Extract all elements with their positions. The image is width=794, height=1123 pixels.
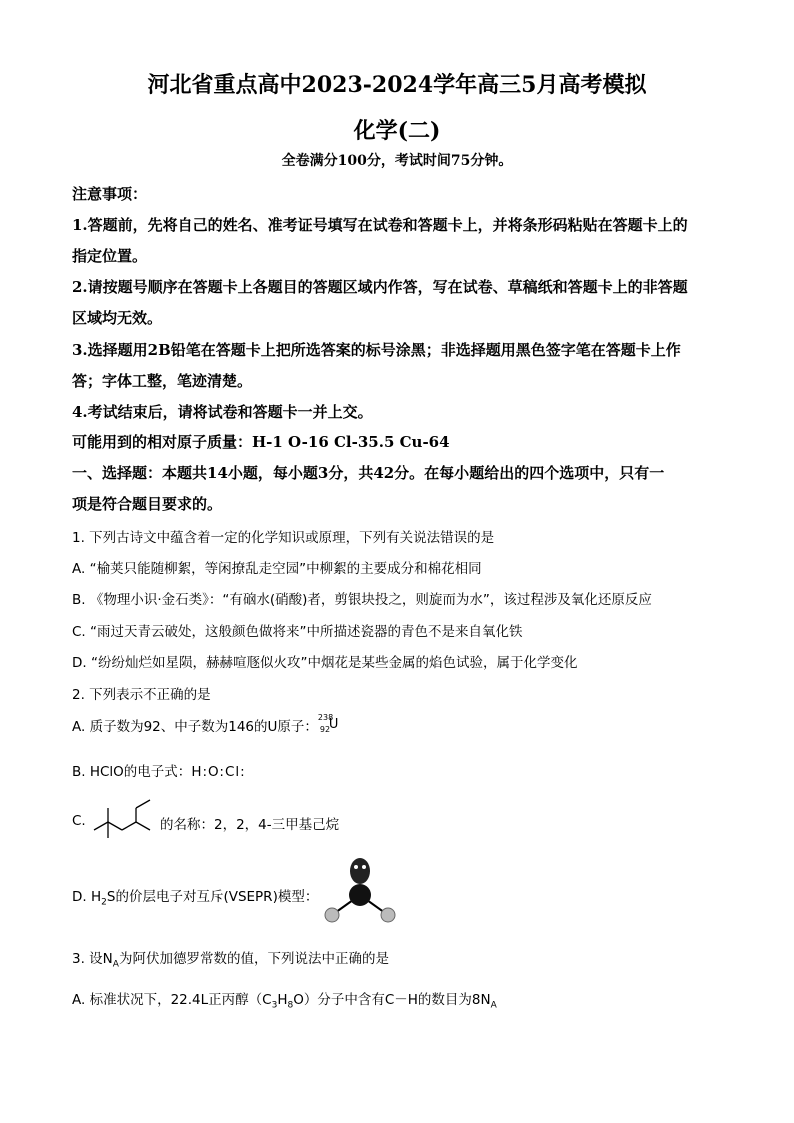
note-line: 指定位置。 [72, 247, 148, 265]
q3-stem-sub: A [112, 959, 119, 970]
note-line: 1.答题前，先将自己的姓名、准考证号填写在试卷和答题卡上，并将条形码粘贴在答题卡上的 [72, 216, 688, 234]
vsepr-model-diagram [320, 855, 400, 927]
q2-option-a [72, 715, 732, 737]
section-heading: 一、选择题：本题共14小题，每小题3分，共42分。在每小题给出的四个选项中，只有一 [72, 464, 665, 482]
q3-stem [72, 947, 732, 970]
note-line: 答；字体工整，笔迹清楚。 [72, 372, 253, 390]
q3-stem-rest: 为阿伏加德罗常数的值，下列说法中正确的是 [118, 951, 389, 967]
exam-title: 河北省重点高中2023-2024学年高三5月高考模拟 [147, 72, 647, 98]
q3-option-a [72, 988, 732, 1011]
section-heading-cont: 项是符合题目要求的。 [72, 495, 223, 513]
notes-heading: 注意事项： [72, 185, 148, 203]
uranium-isotope [317, 713, 340, 737]
q3-a-mid: H [277, 992, 288, 1008]
hclo-electron-formula: H:O:Cl: [191, 764, 246, 780]
q2-option-d [72, 885, 732, 908]
q1-option-c: C. “雨过天青云破处，这般颜色做将来”中所描述瓷器的青色不是来自氧化铁 [72, 624, 523, 640]
isotope-number: 92 [319, 725, 331, 734]
q3-a-rest: O）分子中含有C－H的数目为8N [293, 992, 491, 1008]
q3-a-sub3: A [490, 1000, 497, 1011]
q3-a-sub2: 8 [287, 1000, 294, 1011]
q1-option-a: A. “榆荚只能随柳絮，等闲撩乱走空园”中柳絮的主要成分和棉花相同 [72, 561, 482, 577]
exam-info: 全卷满分100分，考试时间75分钟。 [281, 153, 513, 169]
q2-option-c-text: 的名称：2，2，4-三甲基己烷 [160, 817, 340, 833]
note-line: 3.选择题用2B铅笔在答题卡上把所选答案的标号涂黑；非选择题用黑色签字笔在答题卡上作 [72, 341, 681, 359]
exam-subject: 化学(二) [353, 118, 441, 144]
isotope-mass: 238 [317, 713, 334, 722]
q1-stem: 1. 下列古诗文中蕴含着一定的化学知识或原理，下列有关说法错误的是 [72, 530, 495, 546]
note-line: 区域均无效。 [72, 309, 163, 327]
q2-option-d-prefix: D. H [72, 889, 102, 905]
q1-option-b: B. 《物理小识·金石类》：“有硇水(硝酸)者，剪银块投之，则旋而为水”，该过程涉及氧化还原反应 [72, 592, 652, 608]
q3-a-sub1: 3 [271, 1000, 278, 1011]
q2-option-c-label: C. [72, 813, 86, 829]
q3-stem-text: 3. 设N [72, 951, 113, 967]
q3-a-text: A. 标准状况下，22.4L正丙醇（C [72, 992, 272, 1008]
q2-stem: 2. 下列表示不正确的是 [72, 687, 211, 703]
note-line: 2.请按题号顺序在答题卡上各题目的答题区域内作答，写在试卷、草稿纸和答题卡上的非答题 [72, 278, 688, 296]
note-line: 4.考试结束后，请将试卷和答题卡一并上交。 [72, 403, 373, 421]
q1-option-d: D. “纷纷灿烂如星陨，赫赫喧豗似火攻”中烟花是某些金属的焰色试验，属于化学变化 [72, 655, 578, 671]
q2-option-a-text: A. 质子数为92、中子数为146的U原子： [72, 719, 318, 735]
isotope-element: U [328, 717, 339, 732]
atomic-mass: 可能用到的相对原子质量：H-1 O-16 Cl-35.5 Cu-64 [72, 433, 450, 451]
q2-option-d-sub: 2 [101, 897, 107, 908]
skeletal-formula-diagram [92, 796, 162, 846]
q2-option-b-text: B. HClO的电子式： [72, 764, 192, 780]
q2-option-d-text: S的价层电子对互斥(VSEPR)模型： [106, 889, 319, 905]
q2-option-b [72, 760, 732, 780]
